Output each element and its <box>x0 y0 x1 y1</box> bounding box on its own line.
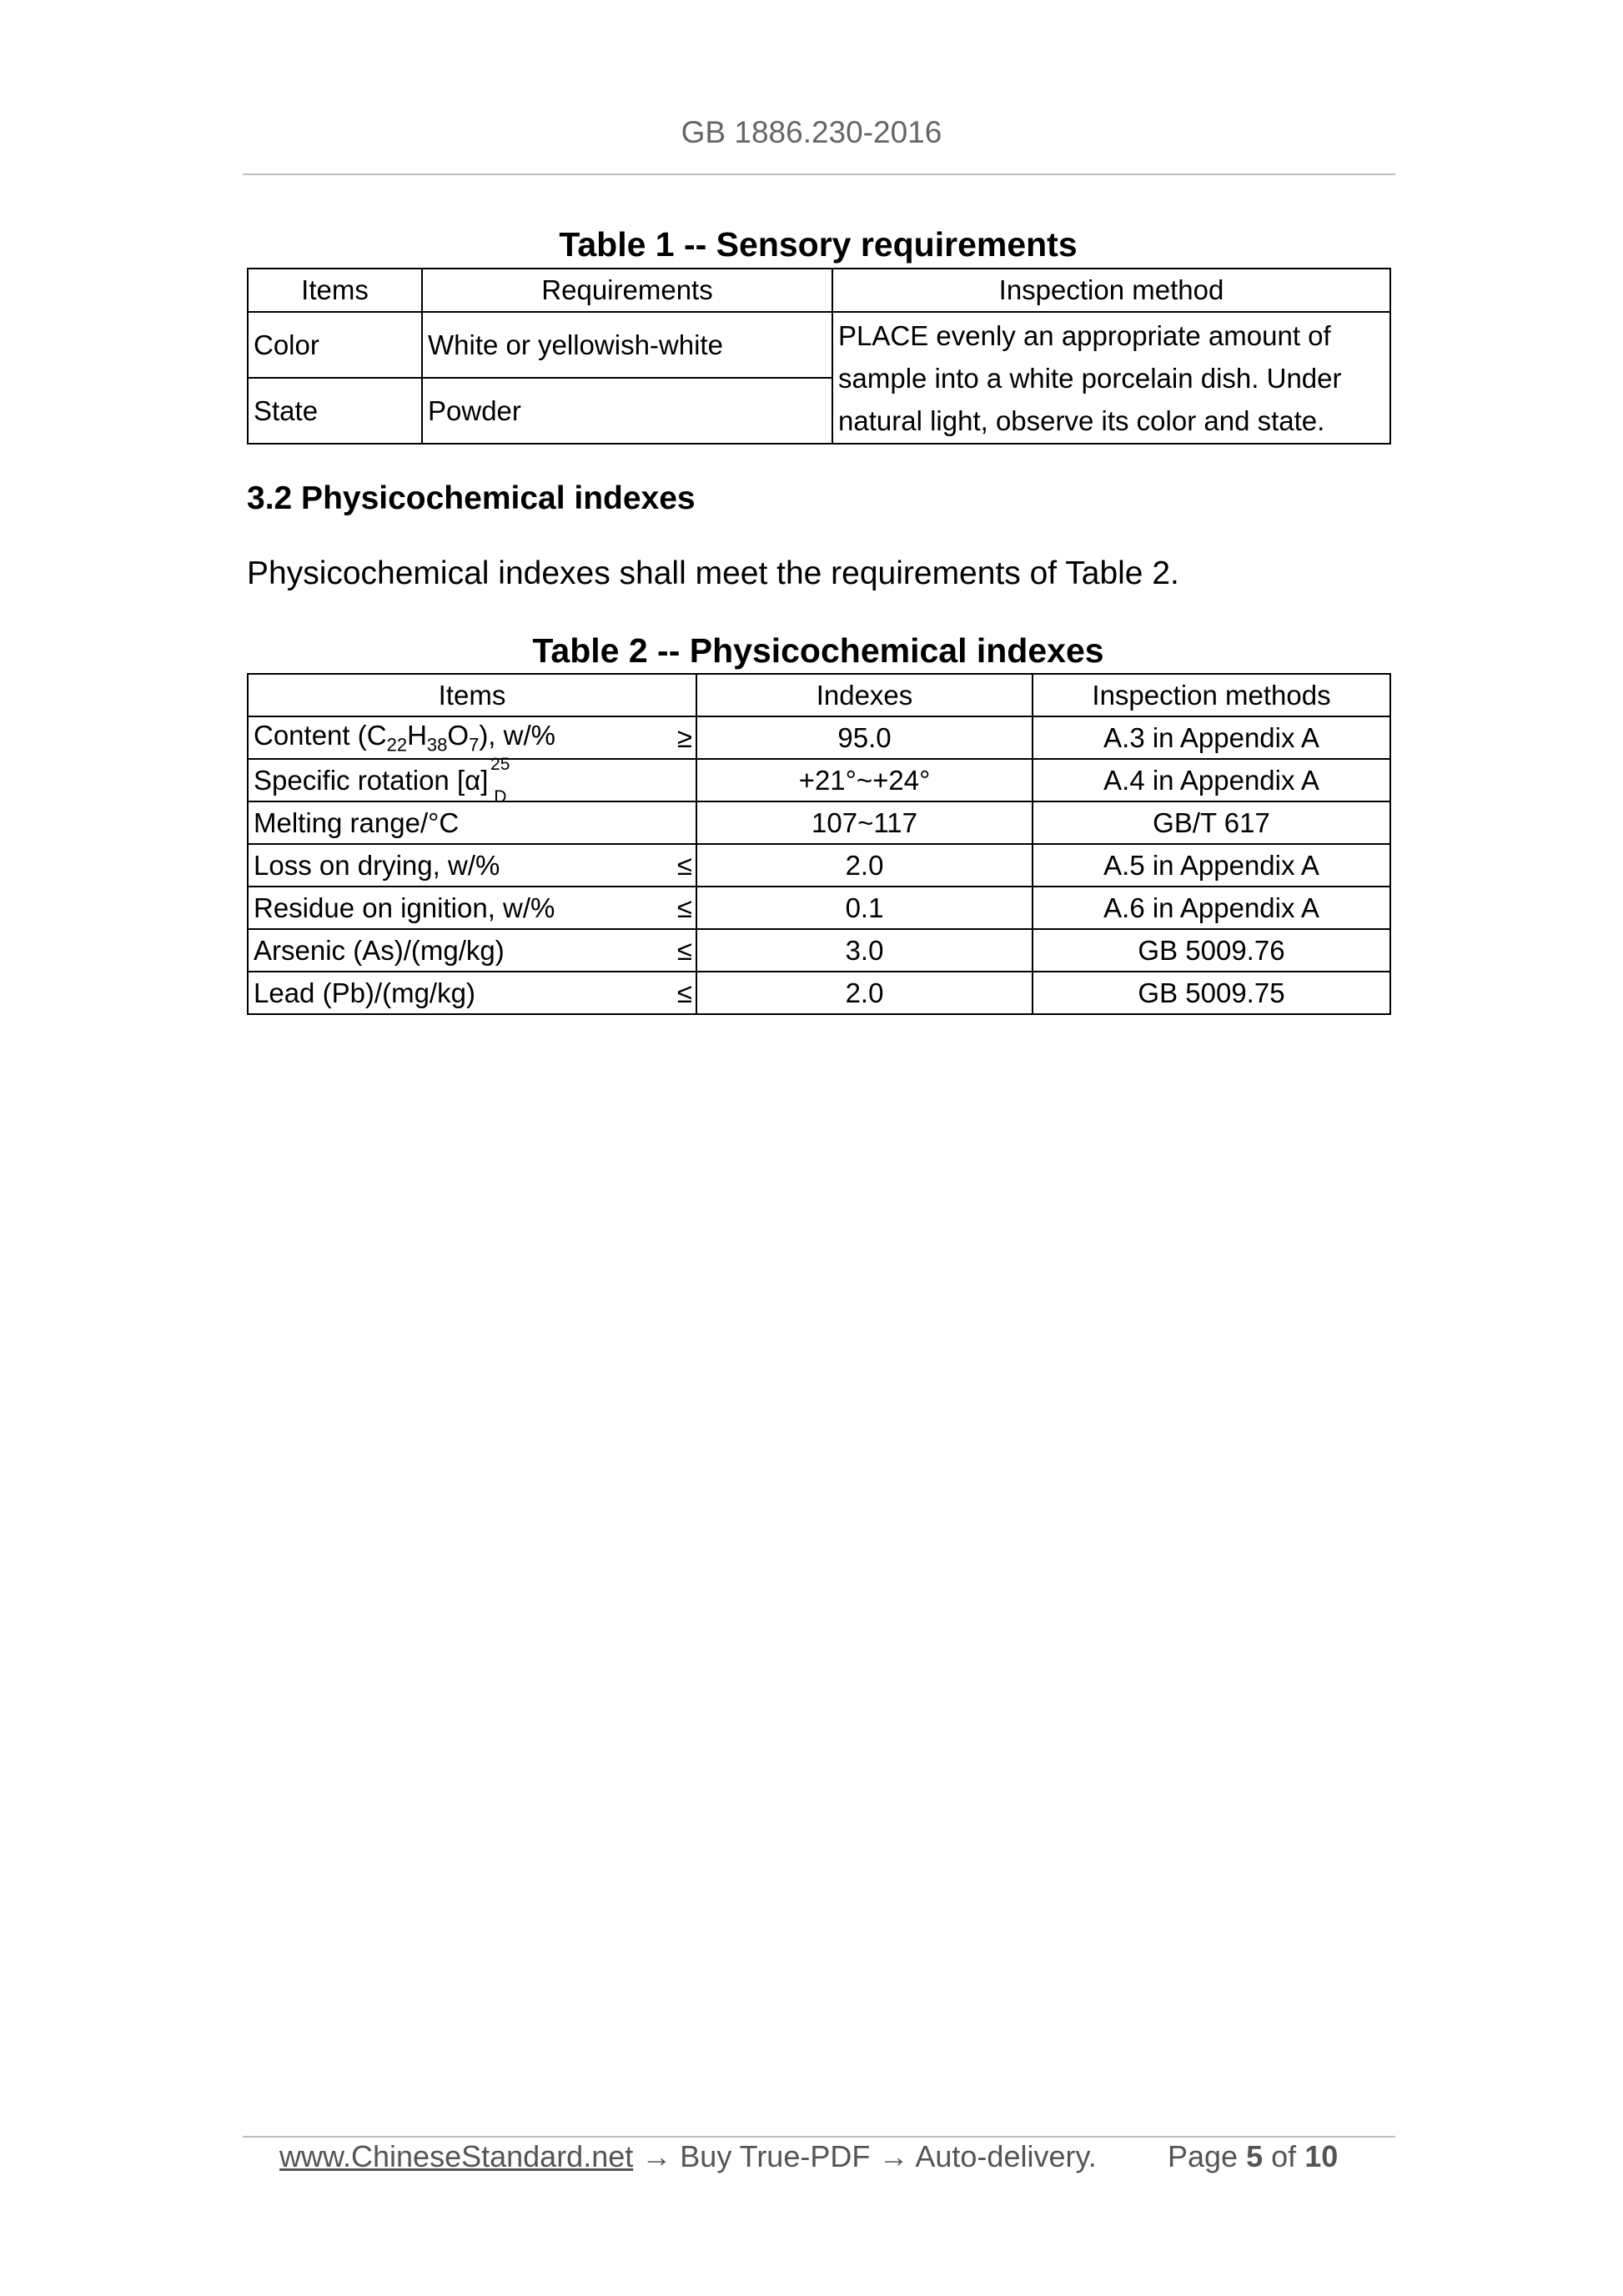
header-items: Items <box>248 674 696 716</box>
table-row <box>248 929 1390 972</box>
comparison-operator: ≥ <box>676 721 692 753</box>
table-row <box>248 759 1390 801</box>
auto-delivery-text: Auto-delivery. <box>915 2139 1097 2173</box>
table-row <box>248 972 1390 1014</box>
method-cell: A.4 in Appendix A <box>1033 759 1390 801</box>
item-cell <box>248 716 696 759</box>
section-heading: 3.2 Physicochemical indexes <box>247 480 696 516</box>
header-items: Items <box>248 269 422 312</box>
footer-promo <box>279 2139 1097 2174</box>
table-row <box>248 716 1390 759</box>
index-cell: 107~117 <box>696 801 1033 844</box>
table-row <box>248 887 1390 929</box>
section-paragraph: Physicochemical indexes shall meet the requirements of Table 2. <box>247 555 1179 591</box>
comparison-operator: ≤ <box>676 892 692 923</box>
header-requirements: Requirements <box>422 269 832 312</box>
index-cell: 95.0 <box>696 716 1033 759</box>
table-header-row <box>248 674 1390 716</box>
index-cell: 2.0 <box>696 972 1033 1014</box>
arrow-right-icon: → <box>641 2139 672 2173</box>
footer-divider <box>243 2136 1395 2138</box>
requirement-cell: White or yellowish-white <box>422 312 832 378</box>
content-formula-label: Content $(C_{22}H_{38}O_7)$, w/% <box>254 720 555 756</box>
header-inspection-method: Inspection method <box>832 269 1390 312</box>
sensory-requirements-table <box>247 268 1391 445</box>
table1-caption: Table 1 -- Sensory requirements <box>559 225 1078 264</box>
method-cell: GB 5009.76 <box>1033 929 1390 972</box>
requirement-cell: Powder <box>422 378 832 444</box>
method-cell: A.3 in Appendix A <box>1033 716 1390 759</box>
comparison-operator: ≤ <box>676 849 692 881</box>
arrow-right-icon: → <box>878 2139 909 2173</box>
table2-caption: Table 2 -- Physicochemical indexes <box>532 631 1104 670</box>
table-row <box>248 844 1390 887</box>
specific-rotation-symbol: [α] 25 D <box>456 754 510 807</box>
method-cell: GB/T 617 <box>1033 801 1390 844</box>
method-cell: A.5 in Appendix A <box>1033 844 1390 887</box>
document-code-header: GB 1886.230-2016 <box>681 115 942 149</box>
index-cell: +21°~+24° <box>696 759 1033 801</box>
table-row <box>248 801 1390 844</box>
item-cell: Lead (Pb)/(mg/kg) ≤ <box>248 972 696 1014</box>
index-cell: 2.0 <box>696 844 1033 887</box>
comparison-operator: ≤ <box>676 934 692 966</box>
item-cell: Specific rotation [α] 25 D <box>248 759 696 801</box>
item-cell: Loss on drying, w/% ≤ <box>248 844 696 887</box>
method-cell: A.6 in Appendix A <box>1033 887 1390 929</box>
current-page: 5 <box>1246 2139 1264 2173</box>
item-cell: Arsenic (As)/(mg/kg) ≤ <box>248 929 696 972</box>
header-divider <box>243 173 1395 175</box>
item-cell: Residue on ignition, w/% ≤ <box>248 887 696 929</box>
item-cell: Color <box>248 312 422 378</box>
index-cell: 0.1 <box>696 887 1033 929</box>
header-indexes: Indexes <box>696 674 1033 716</box>
index-cell: 3.0 <box>696 929 1033 972</box>
buy-true-pdf-text: Buy True-PDF <box>680 2139 871 2173</box>
method-cell: GB 5009.75 <box>1033 972 1390 1014</box>
item-cell: State <box>248 378 422 444</box>
page-footer <box>0 2139 1623 2189</box>
header-inspection-methods: Inspection methods <box>1033 674 1390 716</box>
total-pages: 10 <box>1304 2139 1339 2173</box>
inspection-method-cell: PLACE evenly an appropriate amount of sample into a white porcelain dish. Under natural light, observe its color and state. <box>832 312 1390 444</box>
table-header-row <box>248 269 1390 312</box>
comparison-operator: ≤ <box>676 977 692 1008</box>
page-number: Page 5 of 10 <box>1168 2139 1339 2173</box>
item-cell: Melting range/°C <box>248 801 696 844</box>
table-row <box>248 312 1390 378</box>
chinese-standard-link[interactable]: www.ChineseStandard.net <box>279 2139 634 2173</box>
physicochemical-indexes-table <box>247 673 1391 1015</box>
